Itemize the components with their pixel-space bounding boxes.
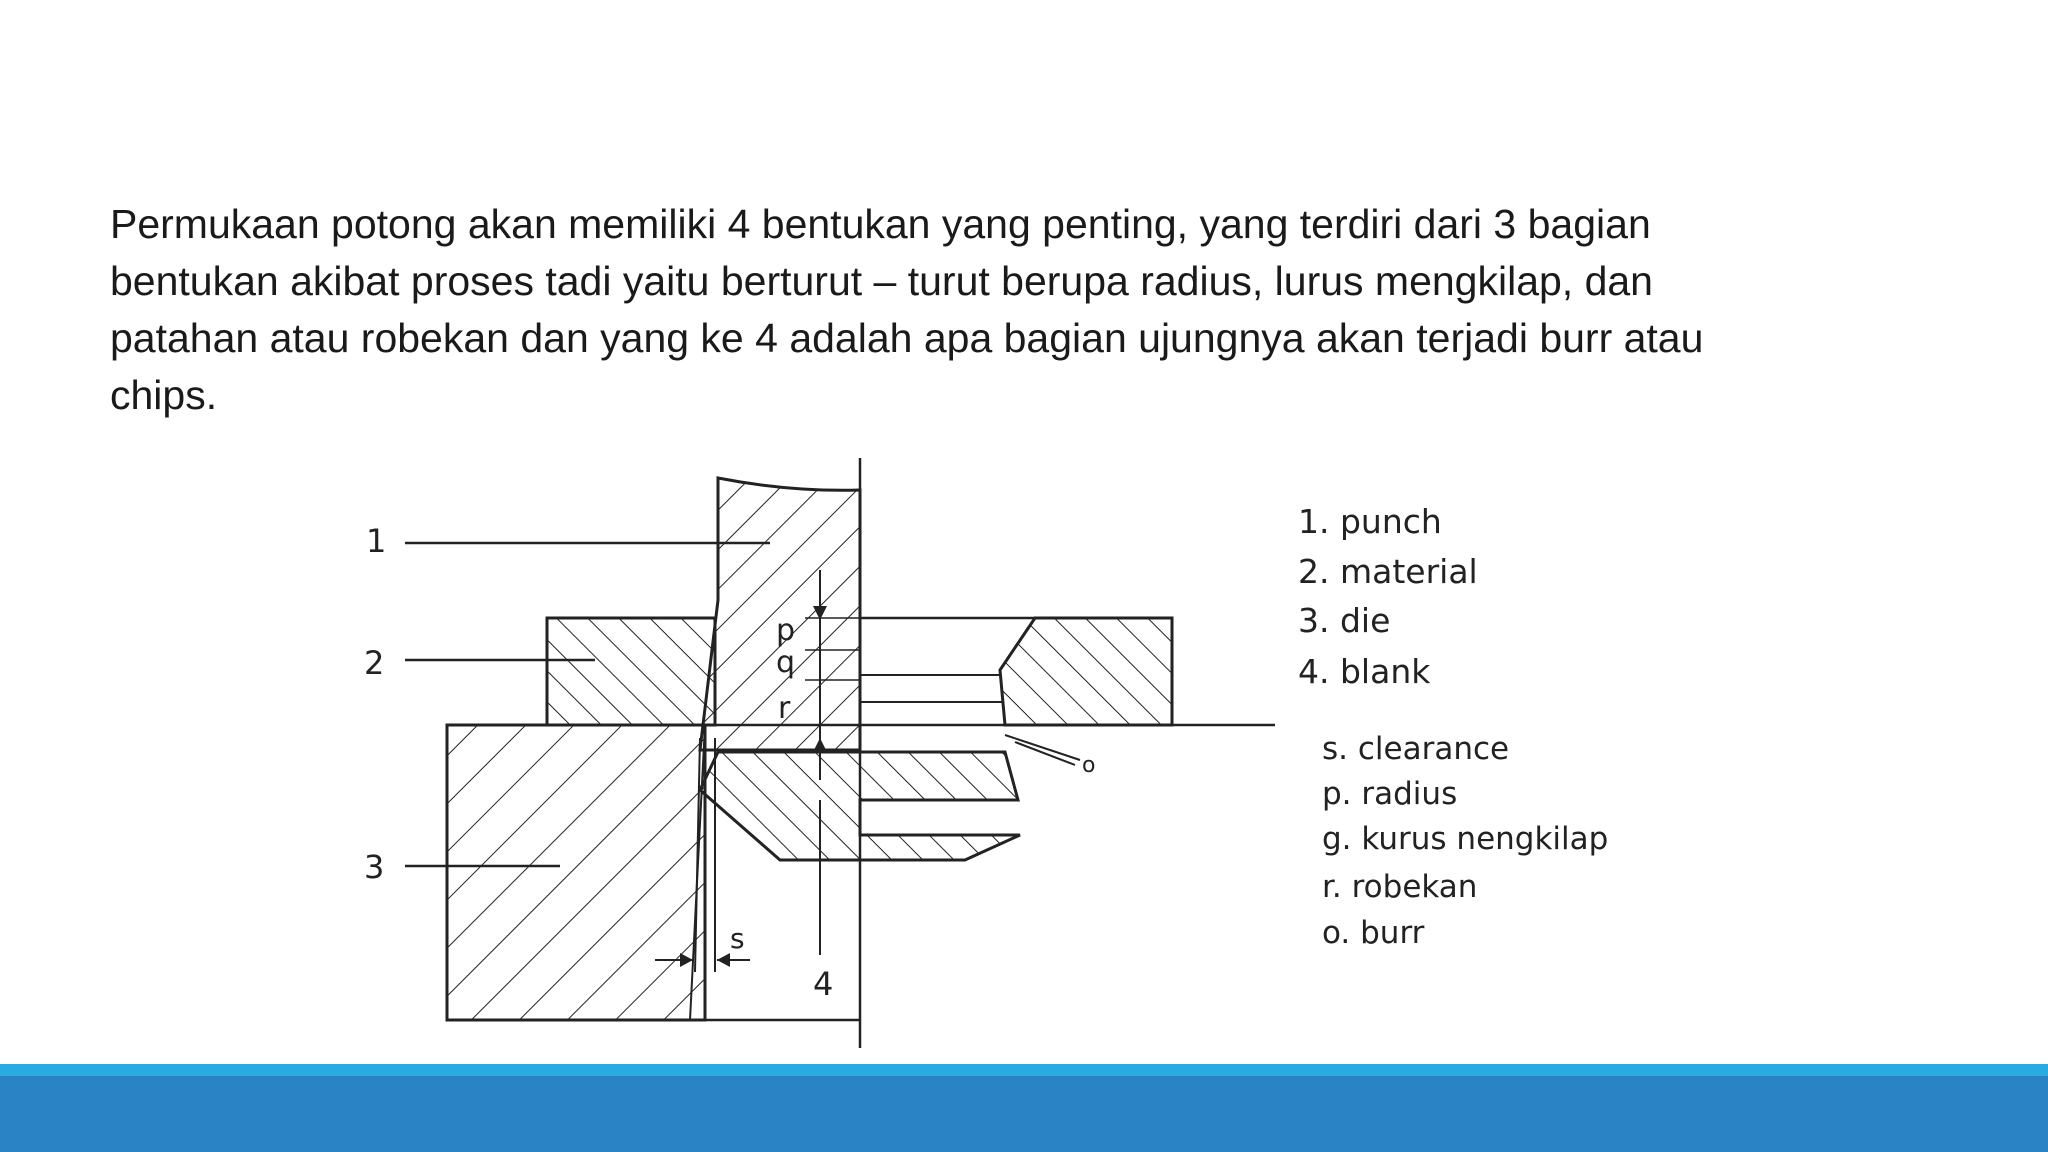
callout-r: r <box>778 691 791 726</box>
callout-2: 2 <box>364 644 385 682</box>
legend-zone-p: p. radius <box>1322 776 1458 812</box>
burr-pointer <box>1005 735 1080 760</box>
legend-part-2: 2. material <box>1298 552 1478 591</box>
legend-part-3: 3. die <box>1298 601 1391 640</box>
callout-4: 4 <box>813 965 834 1003</box>
legend-zone-q: g. kurus nengkilap <box>1322 821 1609 857</box>
callout-o: o <box>1082 753 1096 778</box>
callout-1: 1 <box>366 522 387 560</box>
legend-part-1: 1. punch <box>1298 502 1442 541</box>
die-shape <box>447 725 705 1020</box>
legend-zone-s: s. clearance <box>1322 731 1510 767</box>
material-right-shape <box>1000 618 1172 725</box>
footer-accent-stripe <box>0 1064 2048 1076</box>
callout-p: p <box>776 613 796 648</box>
legend-zone-r: r. robekan <box>1322 869 1478 905</box>
callout-s: s <box>730 922 745 955</box>
callout-3: 3 <box>364 848 385 886</box>
legend-zone-o: o. burr <box>1322 915 1425 951</box>
callout-q: q <box>776 645 796 680</box>
material-left-shape <box>547 618 715 725</box>
legend-part-4: 4. blank <box>1298 652 1431 691</box>
body-paragraph: Permukaan potong akan memiliki 4 bentukan yang penting, yang terdiri dari 3 bagian bentukan akibat proses tadi yaitu berturut – turut berupa radius, lurus mengkilap, dan patahan atau robekan dan yang ke 4 adalah apa bagian ujungnya akan terjadi burr atau chips. <box>110 201 1704 418</box>
footer-bar <box>0 1076 2048 1152</box>
